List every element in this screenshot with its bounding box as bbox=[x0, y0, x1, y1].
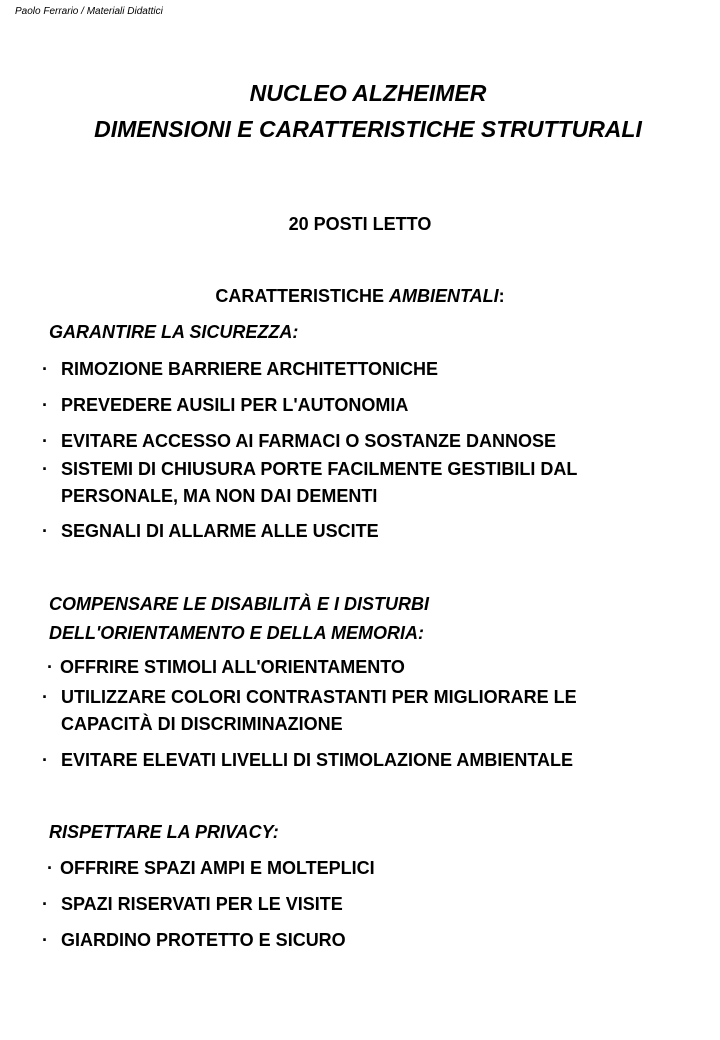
list-item bbox=[42, 518, 379, 545]
section-title-line-1: COMPENSARE LE DISABILITÀ E I DISTURBI bbox=[49, 594, 430, 614]
list-item bbox=[42, 747, 573, 774]
list-item bbox=[42, 927, 346, 954]
list-item-text: OFFRIRE STIMOLI ALL'ORIENTAMENTO bbox=[60, 657, 405, 677]
characteristics-prefix: CARATTERISTICHE bbox=[215, 286, 389, 306]
header-note: Paolo Ferrario / Materiali Didattici bbox=[15, 6, 163, 17]
section-title-compensate bbox=[49, 590, 429, 648]
bullet-icon: · bbox=[42, 687, 48, 707]
section-title-safety: GARANTIRE LA SICUREZZA: bbox=[49, 322, 299, 342]
list-item bbox=[42, 392, 408, 419]
bullet-icon: · bbox=[42, 431, 48, 451]
document-title-line-1: NUCLEO ALZHEIMER bbox=[249, 80, 487, 106]
list-item bbox=[42, 456, 577, 510]
list-item-text: EVITARE ACCESSO AI FARMACI O SOSTANZE DANNOSE bbox=[61, 431, 557, 451]
document-title-line-2: DIMENSIONI E CARATTERISTICHE STRUTTURALI bbox=[94, 116, 642, 142]
list-item-text-line-2: CAPACITÀ DI DISCRIMINAZIONE bbox=[61, 714, 343, 734]
characteristics-italic: AMBIENTALI bbox=[389, 286, 499, 306]
list-item-text-line-2: PERSONALE, MA NON DAI DEMENTI bbox=[61, 486, 378, 506]
list-item-text-line-1: UTILIZZARE COLORI CONTRASTANTI PER MIGLIORARE LE bbox=[61, 687, 577, 707]
list-item bbox=[47, 654, 405, 681]
list-item-text bbox=[61, 456, 577, 510]
beds-count: 20 POSTI LETTO bbox=[288, 214, 432, 234]
section-title-line-2: DELL'ORIENTAMENTO E DELLA MEMORIA: bbox=[49, 623, 424, 643]
bullet-icon: · bbox=[47, 657, 53, 677]
list-item bbox=[42, 684, 577, 738]
list-item-text: SEGNALI DI ALLARME ALLE USCITE bbox=[61, 521, 379, 541]
list-item-text bbox=[61, 684, 577, 738]
bullet-icon: · bbox=[47, 858, 53, 878]
bullet-icon: · bbox=[42, 894, 48, 914]
bullet-icon: · bbox=[42, 359, 48, 379]
list-item bbox=[42, 356, 438, 383]
list-item-text: PREVEDERE AUSILI PER L'AUTONOMIA bbox=[61, 395, 409, 415]
bullet-icon: · bbox=[42, 750, 48, 770]
list-item-text: SPAZI RISERVATI PER LE VISITE bbox=[61, 894, 343, 914]
list-item bbox=[47, 855, 375, 882]
list-item-text: EVITARE ELEVATI LIVELLI DI STIMOLAZIONE AMBIENTALE bbox=[61, 750, 573, 770]
characteristics-heading bbox=[0, 286, 720, 307]
list-item-text-line-1: SISTEMI DI CHIUSURA PORTE FACILMENTE GESTIBILI DAL bbox=[61, 459, 578, 479]
bullet-icon: · bbox=[42, 395, 48, 415]
list-item bbox=[42, 891, 343, 918]
bullet-icon: · bbox=[42, 521, 48, 541]
characteristics-suffix: : bbox=[498, 286, 505, 306]
list-item-text: OFFRIRE SPAZI AMPI E MOLTEPLICI bbox=[60, 858, 375, 878]
bullet-icon: · bbox=[42, 930, 48, 950]
list-item-text: RIMOZIONE BARRIERE ARCHITETTONICHE bbox=[61, 359, 439, 379]
list-item bbox=[42, 428, 556, 455]
section-title-privacy: RISPETTARE LA PRIVACY: bbox=[49, 822, 279, 842]
bullet-icon: · bbox=[42, 459, 48, 479]
list-item-text: GIARDINO PROTETTO E SICURO bbox=[61, 930, 346, 950]
